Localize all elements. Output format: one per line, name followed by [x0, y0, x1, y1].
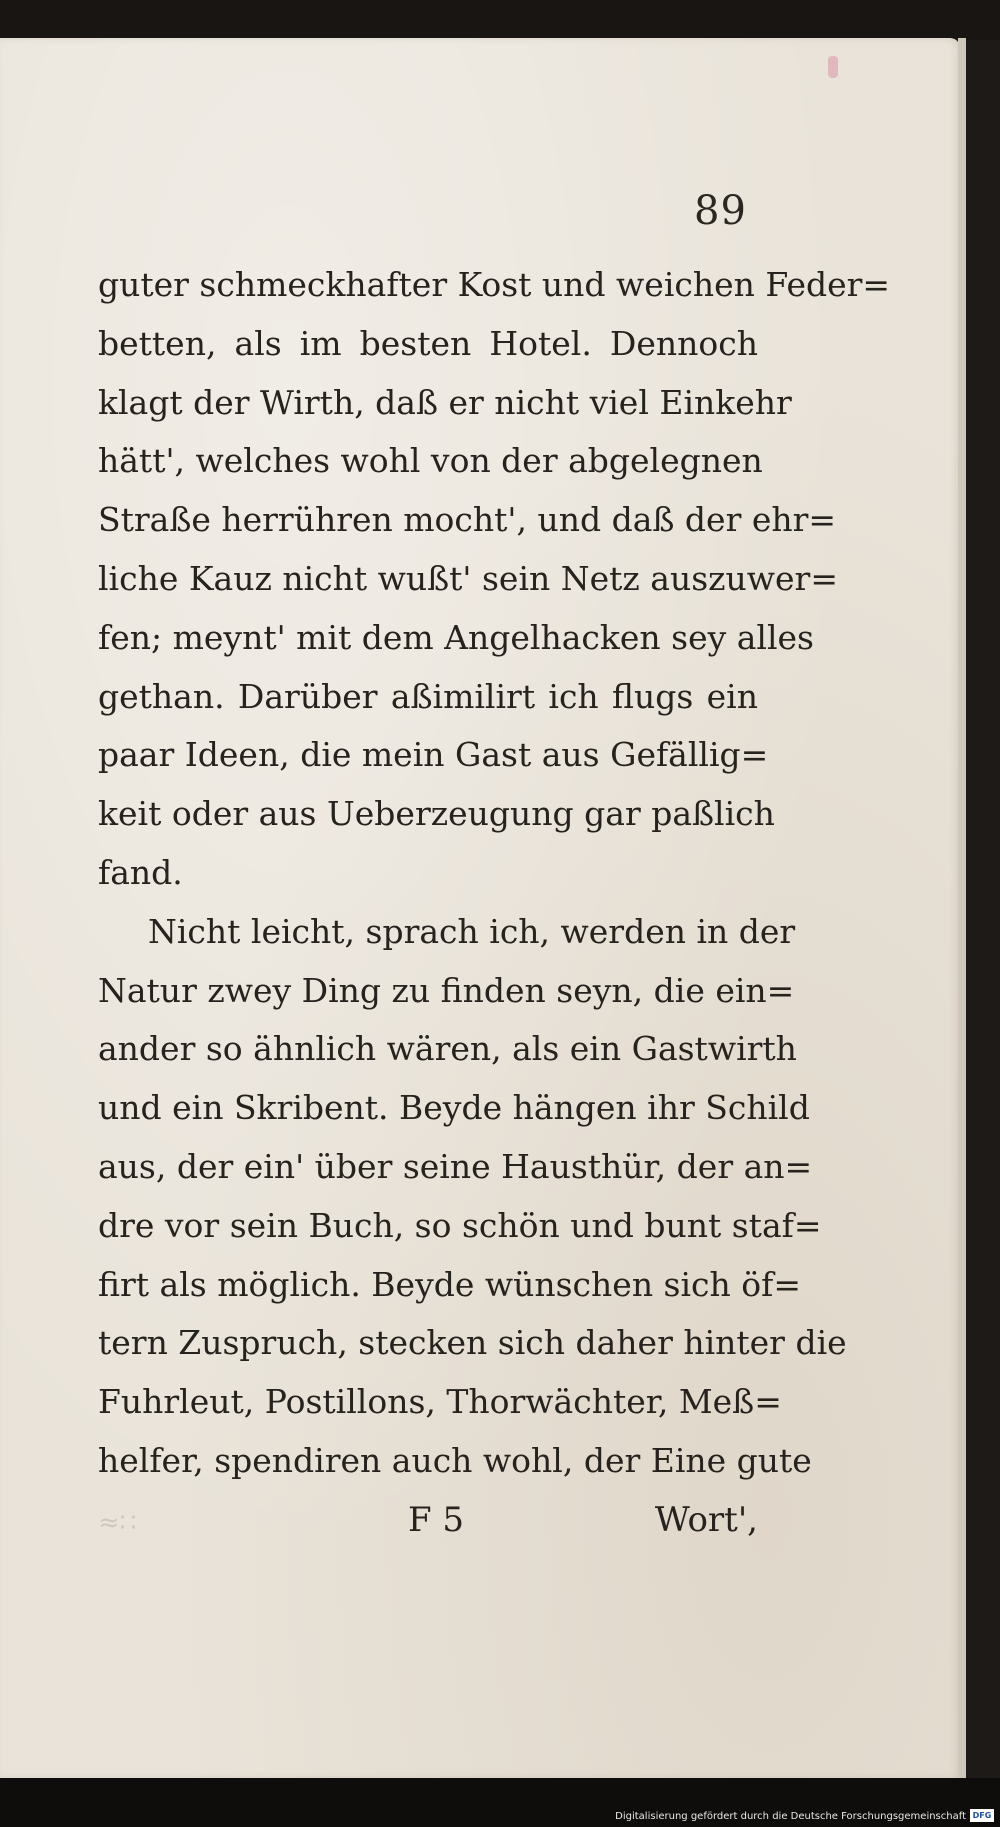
text-line: aus, der ein' über seine Hausthür, der an=: [98, 1146, 813, 1186]
text-line: betten, als im besten Hotel. Dennoch: [98, 323, 758, 363]
catchword: Wort',: [654, 1500, 758, 1540]
page-number: 89: [694, 188, 747, 234]
text-line: keit oder aus Ueberzeugung gar paßlich: [98, 794, 775, 834]
funding-note: Digitalisierung gefördert durch die Deutsche Forschungsgemeinschaft: [615, 1811, 966, 1822]
text-line: Natur zwey Ding zu finden seyn, die ein=: [98, 970, 795, 1010]
text-line: paar Ideen, die mein Gast aus Gefällig=: [98, 735, 769, 775]
text-line: ander so ähnlich wären, als ein Gastwirth: [98, 1029, 797, 1069]
text-line: hätt', welches wohl von der abgelegnen: [98, 441, 763, 481]
signature-mark: F 5: [408, 1500, 465, 1540]
page-text: [98, 256, 891, 1491]
page-edge: [958, 38, 966, 1778]
dfg-logo: DFG: [970, 1809, 994, 1822]
text-line: liche Kauz nicht wußt' sein Netz auszuwer=: [98, 558, 838, 598]
text-line: Fuhrleut, Postillons, Thorwächter, Meß=: [98, 1382, 782, 1422]
faint-stamp: ≈∷: [98, 1508, 137, 1538]
text-line: und ein Skribent. Beyde hängen ihr Schild: [98, 1088, 810, 1128]
text-line: firt als möglich. Beyde wünschen sich öf=: [98, 1264, 802, 1304]
text-line: helfer, spendiren auch wohl, der Eine gute: [98, 1440, 812, 1480]
ink-mark: [828, 56, 838, 78]
text-line: fand.: [98, 852, 183, 892]
scan-top-border: [0, 0, 1000, 40]
text-line: tern Zuspruch, stecken sich daher hinter die: [98, 1323, 847, 1363]
text-line: Straße herrühren mocht', und daß der ehr=: [98, 500, 837, 540]
text-line: gethan. Darüber aßimilirt ich flugs ein: [98, 676, 758, 716]
text-line: klagt der Wirth, daß er nicht viel Einkehr: [98, 382, 792, 422]
text-line: guter schmeckhafter Kost und weichen Feder=: [98, 265, 891, 304]
text-line: fen; meynt' mit dem Angelhacken sey alles: [98, 617, 814, 657]
text-line: Nicht leicht, sprach ich, werden in der: [148, 911, 796, 951]
page-footer: [98, 1500, 758, 1560]
text-line: dre vor sein Buch, so schön und bunt staf=: [98, 1205, 822, 1245]
